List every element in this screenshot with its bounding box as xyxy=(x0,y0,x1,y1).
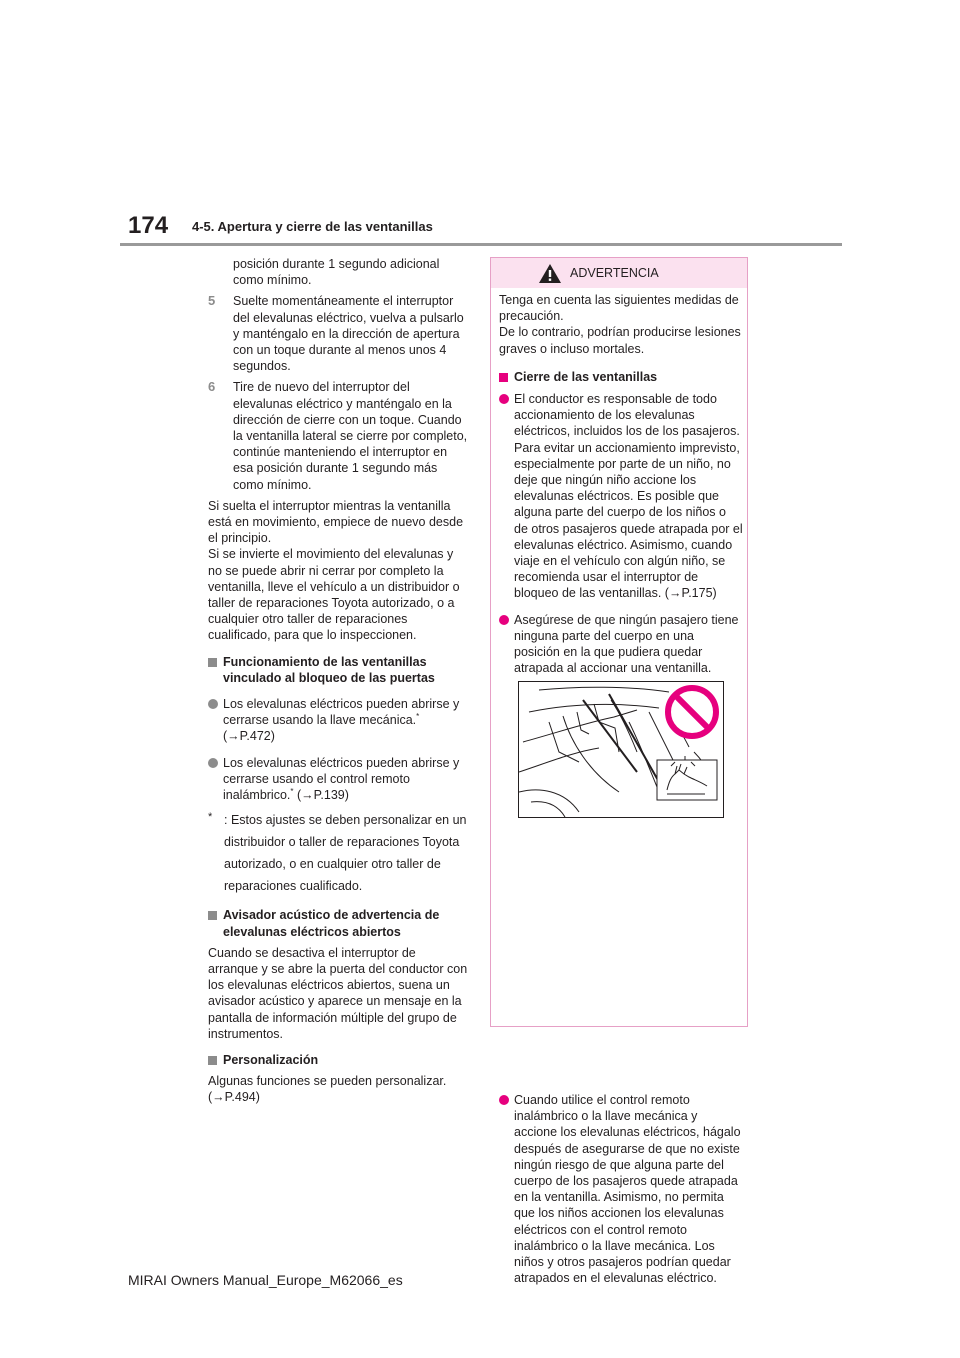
footnote-mark: * xyxy=(290,786,294,796)
square-bullet-icon xyxy=(208,658,217,667)
footnote xyxy=(208,809,468,897)
paragraph: Si se invierte el movimiento del elevalunas y no se puede abrir ni cerrar por completo la ventanilla, lleve el vehículo a un distribuidor o taller de reparaciones Toyota autorizado, o a cualquier otro taller de reparaciones cualificado, para que lo inspeccionen. xyxy=(208,547,460,643)
subheading-text: Personalización xyxy=(223,1052,319,1067)
paragraph: Cuando se desactiva el interruptor de arranque y se abre la puerta del conductor con los elevalunas eléctricos abiertos, suena un avisador acústico y aparece un mensaje en la pantalla de información múltiple del grupo de instrumentos. xyxy=(208,945,468,1041)
footnote-mark: * xyxy=(208,811,213,824)
page-reference[interactable]: (→P.139) xyxy=(297,788,349,803)
section-title: 4-5. Apertura y cierre de las ventanillas xyxy=(192,219,433,234)
list-item-text: Cuando utilice el control remoto inalámbrico o la llave mecánica y accione los elevalunas eléctricos, hágalo después de asegurarse de que no existe ningún riesgo de que alguna parte del cuerpo de los pasajeros quede atrapada en la ventanilla. Asimismo, no permita que los niños accionen los elevalunas eléctricos con el control remoto inalámbrico o la llave mecánica. Los niños y otros pasajeros podrían quedar atrapados en el elevalunas eléctrico. xyxy=(514,1093,741,1286)
warning-list-item xyxy=(499,612,743,677)
circle-bullet-icon xyxy=(208,758,218,768)
left-column xyxy=(208,256,468,1106)
list-item-text: El conductor es responsable de todo accionamiento de los elevalunas eléctricos, incluidos los de los pasajeros. Para evitar un accionamiento imprevisto, especialmente por parte de un niño, no deje que ningún niño accione los elevalunas eléctricos. Es posible que alguna parte del cuerpo de los niños o de otros pasajeros quede atrapada por el elevalunas eléctrico. Asimismo, cuando viaje en el vehículo con algún niño, se recomienda usar el interruptor de bloqueo de las ventanillas. (→P.175) xyxy=(514,392,743,601)
warning-list-item xyxy=(499,391,743,602)
circle-bullet-icon xyxy=(499,394,509,404)
warning-title: ADVERTENCIA xyxy=(570,266,659,280)
subheading xyxy=(208,907,468,939)
subheading xyxy=(208,654,468,686)
square-bullet-icon xyxy=(208,911,217,920)
footnote-mark: * xyxy=(416,712,420,722)
list-item xyxy=(208,696,468,745)
list-item-text: Los elevalunas eléctricos pueden abrirse y cerrarse usando la llave mecánica. xyxy=(223,697,460,728)
page-number: 174 xyxy=(128,212,169,239)
paragraph: Si suelta el interruptor mientras la ventanilla está en movimiento, empiece de nuevo desde el principio. xyxy=(208,498,464,546)
illustration-drawing xyxy=(519,682,723,817)
paragraph xyxy=(208,1073,468,1105)
step-number: 6 xyxy=(208,379,216,395)
warning-body xyxy=(499,292,743,1286)
page-reference[interactable]: (→P.494) xyxy=(208,1090,260,1105)
step-number: 5 xyxy=(208,293,216,309)
warning-intro: Tenga en cuenta las siguientes medidas de precaución. xyxy=(499,293,739,324)
page-reference[interactable]: (→P.472) xyxy=(223,729,275,744)
step-continuation: posición durante 1 segundo adicional como mínimo. xyxy=(233,257,440,288)
warning-list-item xyxy=(499,1092,743,1286)
subheading-text: Avisador acústico de advertencia de elevalunas eléctricos abiertos xyxy=(223,908,440,939)
subheading-text: Cierre de las ventanillas xyxy=(514,369,658,384)
step-text: Tire de nuevo del interruptor del elevalunas eléctrico y manténgalo en la dirección de cierre con un toque. Cuando la ventanilla lateral se cierre por completo, continúe manteniendo el interruptor en esa posición durante 1 segundo más como mínimo. xyxy=(233,380,468,492)
warning-header xyxy=(491,258,747,288)
circle-bullet-icon xyxy=(499,615,509,625)
circle-bullet-icon xyxy=(208,699,218,709)
step-5 xyxy=(208,293,468,374)
square-bullet-icon xyxy=(499,373,508,382)
list-item-text: Los elevalunas eléctricos pueden abrirse y cerrarse usando el control remoto inalámbrico. xyxy=(223,755,460,803)
footnote-text: : Estos ajustes se deben personalizar en un distribuidor o taller de reparaciones Toyota autorizado, o en cualquier otro taller de reparaciones cualificado. xyxy=(224,813,467,894)
subheading-text: Funcionamiento de las ventanillas vinculado al bloqueo de las puertas xyxy=(223,654,435,685)
warning-intro: De lo contrario, podrían producirse lesiones graves o incluso mortales. xyxy=(499,325,741,356)
square-bullet-icon xyxy=(208,1056,217,1065)
paragraph-text: Algunas funciones se pueden personalizar. xyxy=(208,1074,447,1089)
step-6 xyxy=(208,379,468,492)
subheading xyxy=(208,1052,468,1068)
footer-text: MIRAI Owners Manual_Europe_M62066_es xyxy=(128,1272,403,1288)
warning-subheading xyxy=(499,369,743,385)
warning-triangle-icon xyxy=(538,263,562,284)
warning-box xyxy=(490,257,748,1286)
step-text: Suelte momentáneamente el interruptor del elevalunas eléctrico, vuelva a pulsarlo y manténgalo en la dirección de apertura con un toque durante al menos unos 4 segundos. xyxy=(233,294,464,374)
header-rule xyxy=(120,243,842,246)
list-item-text: Asegúrese de que ningún pasajero tiene ninguna parte del cuerpo en una posición en la que pudiera quedar atrapada al accionar una ventanilla. xyxy=(514,612,739,676)
car-window-illustration xyxy=(518,681,724,818)
list-item xyxy=(208,755,468,804)
circle-bullet-icon xyxy=(499,1095,509,1105)
